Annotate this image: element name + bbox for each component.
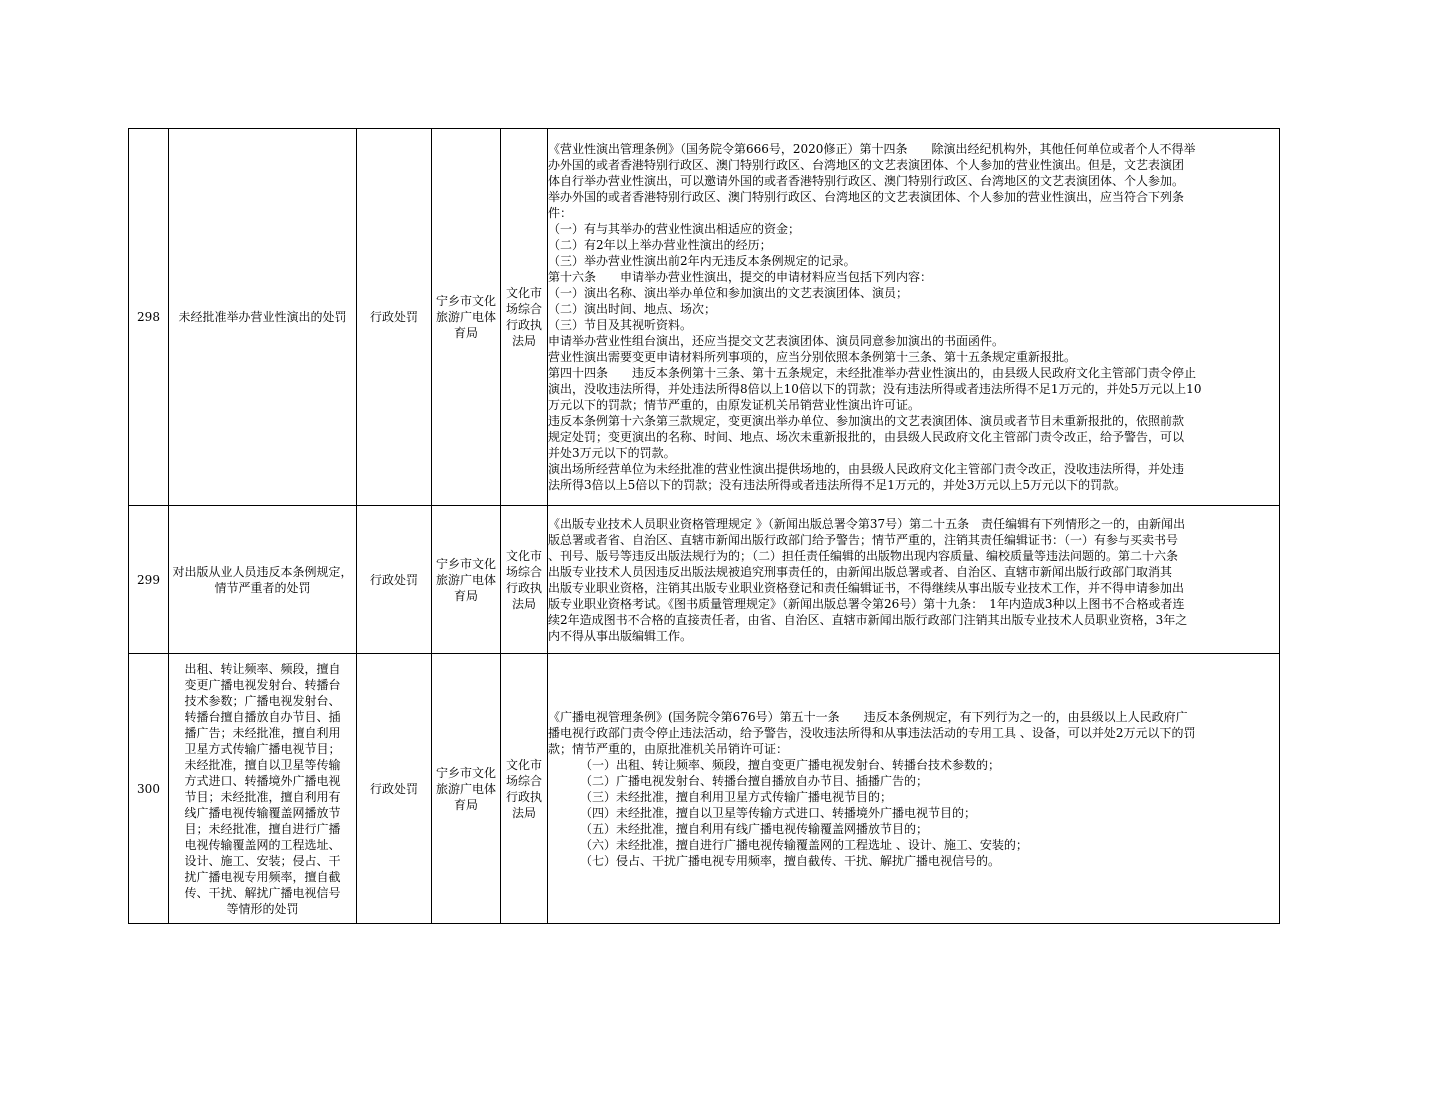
item-line: 出租、转让频率、频段，擅自	[184, 661, 341, 676]
table-row	[129, 654, 1280, 924]
basis-item: （六）未经批准，擅自进行广播电视传输覆盖网的工程选址 、设计、施工、安装的；	[580, 837, 1028, 852]
row-number: 300	[129, 654, 169, 924]
basis-line: 版专业职业资格考试。《图书质量管理规定》（新闻出版总署令第26号）第十九条： 1年内造成3种以上图书不合格或者连	[548, 596, 1185, 611]
basis-line: 出版专业职业资格，注销其出版专业职业资格登记和责任编辑证书，不得继续从事出版专业技术工作，并不得申请参加出	[548, 580, 1185, 595]
item-line: 技术参数；广播电视发射台、	[184, 693, 341, 708]
basis-line: 、刊号、版号等违反出版法规行为的；（二）担任责任编辑的出版物出现内容质量、编校质量等违法问题的。第二十六条	[548, 548, 1179, 563]
basis-line: 款；情节严重的，由原批准机关吊销许可证：	[548, 741, 789, 756]
item-name: 未经批准举办营业性演出的处罚	[169, 129, 357, 506]
department: 宁乡市文化旅游广电体育局	[432, 506, 501, 654]
basis-line: 办外国的或者香港特别行政区、澳门特别行政区、台湾地区的文艺表演团体、个人参加的营业性演出。但是，文艺表演团	[548, 158, 1185, 172]
basis-line: 演出场所经营单位为未经批准的营业性演出提供场地的，由县级人民政府文化主管部门责令改正，没收违法所得，并处违	[548, 462, 1185, 476]
basis-line: 《营业性演出管理条例》（国务院令第666号，2020修正）第十四条 除演出经纪机构外，其他任何单位或者个人不得举	[548, 142, 1196, 156]
basis-line: 《出版专业技术人员职业资格管理规定 》（新闻出版总署令第37号）第二十五条 责任编辑有下列情形之一的，由新闻出	[548, 516, 1186, 531]
basis-item: （二）广播电视发射台、转播台擅自播放自办节目、插播广告的；	[580, 773, 929, 788]
basis-line: 版总署或者省、自治区、直辖市新闻出版行政部门给予警告；情节严重的，注销其责任编辑证书：（一）有参与买卖书号	[548, 532, 1179, 547]
row-number: 298	[129, 129, 169, 506]
basis-item: （三）未经批准，擅自利用卫星方式传输广播电视节目的；	[580, 789, 893, 804]
basis-line: 播电视行政部门责令停止违法活动，给予警告，没收违法所得和从事违法活动的专用工具 、设备，可以并处2万元以下的罚	[548, 725, 1196, 740]
basis-line: 并处3万元以下的罚款。	[548, 446, 676, 460]
basis-item: （五）未经批准，擅自利用有线广播电视传输覆盖网播放节目的；	[580, 821, 929, 836]
basis-item: （七）侵占、干扰广播电视专用频率，擅自截传、干扰、解扰广播电视信号的。	[580, 853, 1001, 868]
item-name	[169, 654, 357, 924]
legal-basis	[548, 654, 1280, 924]
basis-line: 申请举办营业性组台演出，还应当提交文艺表演团体、演员同意参加演出的书面函件。	[548, 334, 1005, 348]
basis-line: （三）节目及其视听资料。	[548, 318, 693, 332]
department: 宁乡市文化旅游广电体育局	[432, 129, 501, 506]
basis-line: 第十六条 申请举办营业性演出，提交的申请材料应当包括下列内容：	[548, 270, 933, 284]
basis-line: （二）演出时间、地点、场次；	[548, 302, 717, 316]
item-line: 方式进口、转播境外广播电视	[184, 773, 341, 788]
basis-line: 违反本条例第十六条第三款规定，变更演出举办单位、参加演出的文艺表演团体、演员或者节目未重新报批的，依照前款	[548, 414, 1185, 428]
legal-basis	[548, 506, 1280, 654]
item-line: 节目；未经批准，擅自利用有	[184, 789, 341, 804]
item-line: 电视传输覆盖网的工程选址、	[184, 837, 341, 852]
legal-basis	[548, 129, 1280, 506]
table-row	[129, 129, 1280, 506]
basis-line: 内不得从事出版编辑工作。	[548, 628, 693, 643]
basis-line: （一）演出名称、演出举办单位和参加演出的文艺表演团体、演员；	[548, 286, 909, 300]
basis-line: 体自行举办营业性演出，可以邀请外国的或者香港特别行政区、澳门特别行政区、台湾地区的文艺表演团体、个人参加。	[548, 174, 1185, 188]
item-line: 转播台擅自播放自办节目、插	[184, 709, 341, 724]
basis-line: （二）有2年以上举办营业性演出的经历；	[548, 238, 772, 252]
penalty-table	[128, 128, 1280, 924]
row-number: 299	[129, 506, 169, 654]
basis-line: 件：	[548, 206, 573, 220]
item-line: 卫星方式传输广播电视节目；	[184, 741, 341, 756]
basis-line: 规定处罚；变更演出的名称、时间、地点、场次未重新报批的，由县级人民政府文化主管部门责令改正，给予警告，可以	[548, 430, 1185, 444]
item-line: 设计、施工、安装；侵占、干	[184, 853, 341, 868]
item-line: 未经批准，擅自以卫星等传输	[184, 757, 341, 772]
item-type: 行政处罚	[357, 506, 432, 654]
enforcement-org: 文化市场综合行政执法局	[501, 129, 548, 506]
item-type: 行政处罚	[357, 654, 432, 924]
basis-line: 《广播电视管理条例》(国务院令第676号）第五十一条 违反本条例规定，有下列行为之一的，由县级以上人民政府广	[548, 709, 1188, 724]
basis-line: 法所得3倍以上5倍以下的罚款；没有违法所得或者违法所得不足1万元的，并处3万元以上5万元以下的罚款。	[548, 478, 1127, 492]
basis-item: （四）未经批准，擅自以卫星等传输方式进口、转播境外广播电视节目的；	[580, 805, 977, 820]
basis-line: 举办外国的或者香港特别行政区、澳门特别行政区、台湾地区的文艺表演团体、个人参加的营业性演出，应当符合下列条	[548, 190, 1185, 204]
item-line: 变更广播电视发射台、转播台	[184, 677, 341, 692]
basis-line: 第四十四条 违反本条例第十三条、第十五条规定，未经批准举办营业性演出的，由县级人民政府文化主管部门责令停止	[548, 366, 1197, 380]
basis-line: 万元以下的罚款；情节严重的，由原发证机关吊销营业性演出许可证。	[548, 398, 921, 412]
basis-line: 营业性演出需要变更申请材料所列事项的，应当分别依照本条例第十三条、第十五条规定重新报批。	[548, 350, 1077, 364]
item-line: 传、干扰、解扰广播电视信号	[184, 885, 341, 900]
basis-line: （三）举办营业性演出前2年内无违反本条例规定的记录。	[548, 254, 856, 268]
item-line: 等情形的处罚	[226, 901, 299, 916]
table-row	[129, 506, 1280, 654]
item-name: 对出版从业人员违反本条例规定，情节严重者的处罚	[169, 506, 357, 654]
item-line: 扰广播电视专用频率，擅自截	[184, 869, 341, 884]
basis-line: 出版专业技术人员因违反出版法规被追究刑事责任的，由新闻出版总署或者、自治区、直辖市新闻出版行政部门取消其	[548, 564, 1173, 579]
basis-line: 续2年造成图书不合格的直接责任者，由省、自治区、直辖市新闻出版行政部门注销其出版专业技术人员职业资格，3年之	[548, 612, 1188, 627]
item-line: 播广告；未经批准，擅自利用	[184, 725, 341, 740]
basis-line: （一）有与其举办的营业性演出相适应的资金；	[548, 222, 801, 236]
department: 宁乡市文化旅游广电体育局	[432, 654, 501, 924]
enforcement-org: 文化市场综合行政执法局	[501, 654, 548, 924]
item-type: 行政处罚	[357, 129, 432, 506]
item-line: 目；未经批准，擅自进行广播	[184, 821, 341, 836]
basis-item: （一）出租、转让频率、频段，擅自变更广播电视发射台、转播台技术参数的；	[580, 757, 1001, 772]
enforcement-org: 文化市场综合行政执法局	[501, 506, 548, 654]
basis-line: 演出，没收违法所得，并处违法所得8倍以上10倍以下的罚款；没有违法所得或者违法所得不足1万元的，并处5万元以上10	[548, 382, 1202, 396]
item-line: 线广播电视传输覆盖网播放节	[184, 805, 341, 820]
